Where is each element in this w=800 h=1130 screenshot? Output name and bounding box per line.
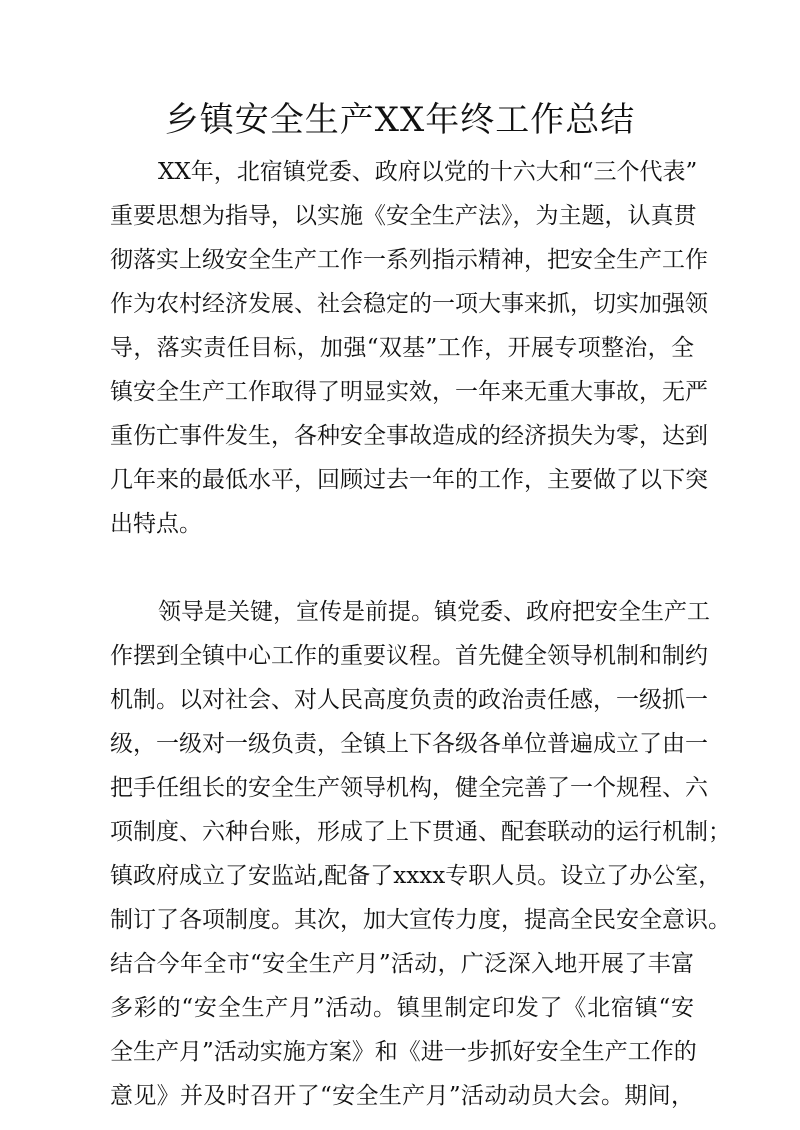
paragraph-line: 几年来的最低水平，回顾过去一年的工作，主要做了以下突	[110, 467, 708, 493]
paragraph-1	[110, 150, 708, 546]
paragraph-line: 镇安全生产工作取得了明显实效，一年来无重大事故，无严	[110, 379, 708, 405]
paragraph-line: 项制度、六种台账，形成了上下贯通、配套联动的运行机制；	[110, 819, 731, 845]
paragraph-line: 作为农村经济发展、社会稳定的一项大事来抓，切实加强领	[110, 291, 708, 317]
paragraph-line: 级，一级对一级负责，全镇上下各级各单位普遍成立了由一	[110, 731, 708, 757]
paragraph-line: 彻落实上级安全生产工作一系列指示精神，把安全生产工作	[110, 247, 708, 273]
paragraph-line: 重要思想为指导，以实施《安全生产法》，为主题，认真贯	[110, 203, 697, 229]
paragraph-line: 作摆到全镇中心工作的重要议程。首先健全领导机制和制约	[110, 643, 708, 669]
paragraph-line: 意见》并及时召开了“安全生产月”活动动员大会。期间，	[110, 1083, 694, 1109]
paragraph-line: 领导是关键，宣传是前提。镇党委、政府把安全生产工	[158, 599, 710, 625]
paragraph-line: XX年，北宿镇党委、政府以党的十六大和“三个代表”	[158, 159, 698, 185]
paragraph-line: 制订了各项制度。其次，加大宣传力度，提高全民安全意识。	[110, 907, 731, 933]
paragraph-line: 出特点。	[110, 511, 202, 537]
paragraph-line: 全生产月”活动实施方案》和《进一步抓好安全生产工作的	[110, 1039, 697, 1065]
paragraph-spacer	[110, 546, 694, 590]
paragraph-line: 重伤亡事件发生，各种安全事故造成的经济损失为零，达到	[110, 423, 708, 449]
paragraph-line: 多彩的“安全生产月”活动。镇里制定印发了《北宿镇“安	[110, 995, 694, 1021]
document-body	[110, 150, 731, 1118]
paragraph-line: 结合今年全市“安全生产月”活动，广泛深入地开展了丰富	[110, 951, 694, 977]
paragraph-line: 把手任组长的安全生产领导机构，健全完善了一个规程、六	[110, 775, 708, 801]
paragraph-2	[110, 590, 731, 1118]
paragraph-line: 镇政府成立了安监站,配备了xxxx专职人员。设立了办公室，	[110, 863, 722, 889]
document-title: 乡镇安全生产XX年终工作总结	[164, 100, 636, 140]
paragraph-line: 导，落实责任目标，加强“双基”工作，开展专项整治，全	[110, 335, 694, 361]
paragraph-line: 机制。以对社会、对人民高度负责的政治责任感，一级抓一	[110, 687, 708, 713]
